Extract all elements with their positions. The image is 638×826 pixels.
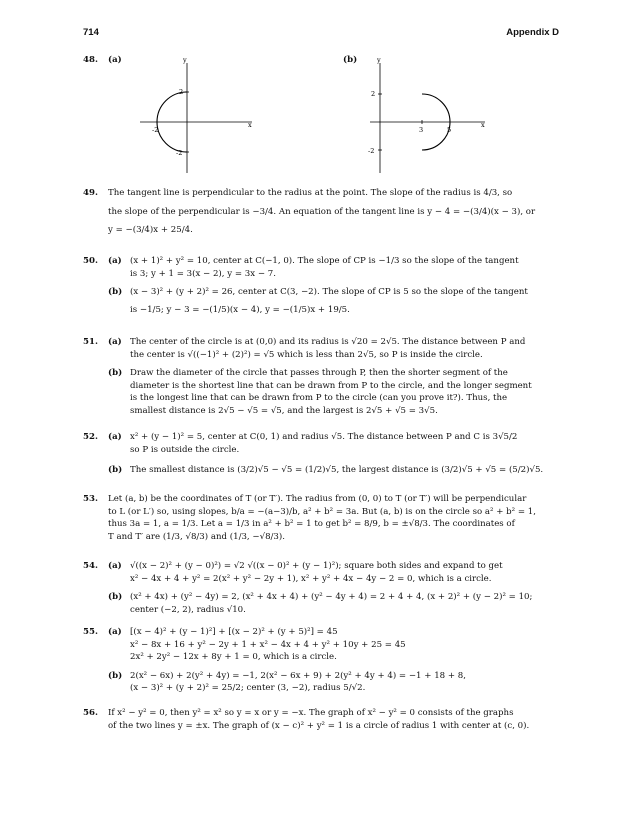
problem-number: 56. bbox=[83, 708, 98, 718]
part-a bbox=[108, 626, 555, 664]
problem-number: 49. bbox=[83, 188, 98, 198]
problem-54 bbox=[83, 560, 555, 619]
tick-label: 2 bbox=[371, 90, 376, 98]
part-label: (b) bbox=[108, 670, 123, 681]
text-line: T and T′ are (1/3, √8/3) and (1/3, −√8/3). bbox=[108, 531, 285, 542]
part-a bbox=[108, 255, 555, 280]
part-b bbox=[108, 286, 555, 316]
text-line: is −1/5; y − 3 = −(1/5)(x − 4), y = −(1/5)x + 19/5. bbox=[130, 304, 350, 315]
text-line: The center of the circle is at (0,0) and its radius is √20 = 2√5. The distance between P and bbox=[130, 337, 526, 347]
part-label: (b) bbox=[108, 287, 123, 297]
tick-label: 2 bbox=[179, 88, 184, 96]
problem-53 bbox=[83, 493, 555, 543]
problem-number: 52. bbox=[83, 432, 98, 442]
text-line: the center is √((−1)² + (2)²) = √5 which is less than 2√5, so P is inside the circle. bbox=[130, 349, 483, 360]
text-line: x² − 8x + 16 + y² − 2y + 1 + x² − 4x + 4 + y² + 10y + 25 = 45 bbox=[130, 639, 406, 650]
text-line: 2x² + 2y² − 12x + 8y + 1 = 0, which is a circle. bbox=[130, 652, 337, 662]
text-line: to L (or L′) so, using slopes, b/a = −(a−3)/b, a² + b² = 3a. But (a, b) is on the circle so a² + b² = 1, bbox=[108, 506, 536, 517]
problem-number: 48. bbox=[83, 55, 98, 65]
text-line: center (−2, 2), radius √10. bbox=[130, 604, 246, 615]
graph-48b bbox=[360, 55, 495, 175]
text-line: √((x − 2)² + (y − 0)²) = √2 √((x − 0)² + (y − 1)²); square both sides and expand to get bbox=[130, 561, 503, 571]
y-label: y bbox=[183, 56, 187, 64]
tick-label: 5 bbox=[447, 126, 452, 134]
problem-55 bbox=[83, 626, 555, 698]
problem-number: 50. bbox=[83, 256, 98, 266]
text-line: y = −(3/4)x + 25/4. bbox=[108, 225, 193, 235]
text-line: (x + 1)² + y² = 10, center at C(−1, 0). The slope of CP is −1/3 so the slope of the tangent bbox=[130, 256, 519, 266]
part-label: (b) bbox=[108, 465, 123, 475]
part-b bbox=[108, 670, 555, 695]
tick-label: -2 bbox=[368, 147, 375, 155]
part-b bbox=[108, 464, 555, 477]
part-b bbox=[108, 367, 555, 417]
text-line: [(x − 4)² + (y − 1)²] + [(x − 2)² + (y + 5)²] = 45 bbox=[130, 627, 338, 637]
y-label: y bbox=[377, 56, 381, 64]
part-label: (a) bbox=[108, 337, 122, 347]
problem-50 bbox=[83, 255, 555, 319]
text-line: is the longest line that can be drawn from P to the circle (can you prove it?). Thus, the bbox=[130, 393, 508, 403]
problem-52 bbox=[83, 431, 555, 480]
problem-number: 54. bbox=[83, 561, 98, 571]
text-line: of the two lines y = ±x. The graph of (x − c)² + y² = 1 is a circle of radius 1 with center at (c, 0). bbox=[108, 720, 530, 731]
text-line: The smallest distance is (3/2)√5 − √5 = (1/2)√5, the largest distance is (3/2)√5 + √5 = (5/2)√5. bbox=[130, 465, 544, 475]
text-line: x² + (y − 1)² = 5, center at C(0, 1) and radius √5. The distance between P and C is 3√5/2 bbox=[130, 432, 518, 442]
text-line: The tangent line is perpendicular to the radius at the point. The slope of the radius is 4/3, so bbox=[108, 188, 513, 198]
problem-51 bbox=[83, 336, 555, 420]
text-line: thus 3a = 1, a = 1/3. Let a = 1/3 in a² + b² = 1 to get b² = 8/9, b = ±√8/3. The coordinates of bbox=[108, 519, 515, 529]
tick-label: -2 bbox=[152, 126, 159, 134]
tick-label: 3 bbox=[419, 126, 424, 134]
text-line: smallest distance is 2√5 − √5 = √5, and the largest is 2√5 + √5 = 3√5. bbox=[130, 405, 438, 416]
problem-number: 53. bbox=[83, 494, 98, 504]
text-line: the slope of the perpendicular is −3/4. An equation of the tangent line is y − 4 = −(3/4)(x − 3), or bbox=[108, 206, 536, 217]
text-line: diameter is the shortest line that can be drawn from P to the circle, and the longer segment bbox=[130, 380, 532, 391]
graph-48a bbox=[120, 55, 260, 175]
problem-49 bbox=[83, 187, 555, 237]
text-line: Draw the diameter of the circle that passes through P, then the shorter segment of the bbox=[130, 368, 508, 378]
tick-label: -2 bbox=[176, 149, 183, 157]
text-line: If x² − y² = 0, then y² = x² so y = x or y = −x. The graph of x² − y² = 0 consists of the graphs bbox=[108, 708, 514, 718]
problem-56 bbox=[83, 707, 555, 732]
problem-number: 55. bbox=[83, 627, 98, 637]
text-line: is 3; y + 1 = 3(x − 2), y = 3x − 7. bbox=[130, 268, 276, 279]
text-line: (x² + 4x) + (y² − 4y) = 2, (x² + 4x + 4) + (y² − 4y + 4) = 2 + 4 + 4, (x + 2)² + (y − 2)² = 10; bbox=[130, 592, 533, 602]
page-number: 714 bbox=[83, 27, 99, 38]
part-b bbox=[108, 591, 555, 616]
text-line: (x − 3)² + (y + 2)² = 25/2; center (3, −2), radius 5/√2. bbox=[130, 683, 366, 693]
part-label: (a) bbox=[108, 256, 122, 266]
part-a bbox=[108, 336, 555, 361]
text-line: (x − 3)² + (y + 2)² = 26, center at C(3, −2). The slope of CP is 5 so the slope of the tangent bbox=[130, 287, 528, 297]
part-a bbox=[108, 431, 555, 456]
x-label: x bbox=[248, 121, 252, 129]
part-label-a: (a) bbox=[108, 55, 122, 65]
text-line: so P is outside the circle. bbox=[130, 444, 240, 455]
text-line: x² − 4x + 4 + y² = 2(x² + y² − 2y + 1), x² + y² + 4x − 4y − 2 = 0, which is a circle. bbox=[130, 573, 492, 584]
running-header: Appendix D bbox=[506, 27, 559, 38]
problem-number: 51. bbox=[83, 337, 98, 347]
part-a bbox=[108, 560, 555, 585]
part-label: (a) bbox=[108, 561, 122, 571]
x-label: x bbox=[481, 121, 485, 129]
text-line: 2(x² − 6x) + 2(y² + 4y) = −1, 2(x² − 6x + 9) + 2(y² + 4y + 4) = −1 + 18 + 8, bbox=[130, 670, 466, 681]
part-label: (b) bbox=[108, 368, 123, 378]
part-label-b: (b) bbox=[343, 55, 358, 65]
text-line: Let (a, b) be the coordinates of T (or T′). The radius from (0, 0) to T (or T′) will be perpendicular bbox=[108, 494, 527, 504]
part-label: (a) bbox=[108, 627, 122, 637]
part-label: (b) bbox=[108, 592, 123, 602]
part-label: (a) bbox=[108, 432, 122, 442]
